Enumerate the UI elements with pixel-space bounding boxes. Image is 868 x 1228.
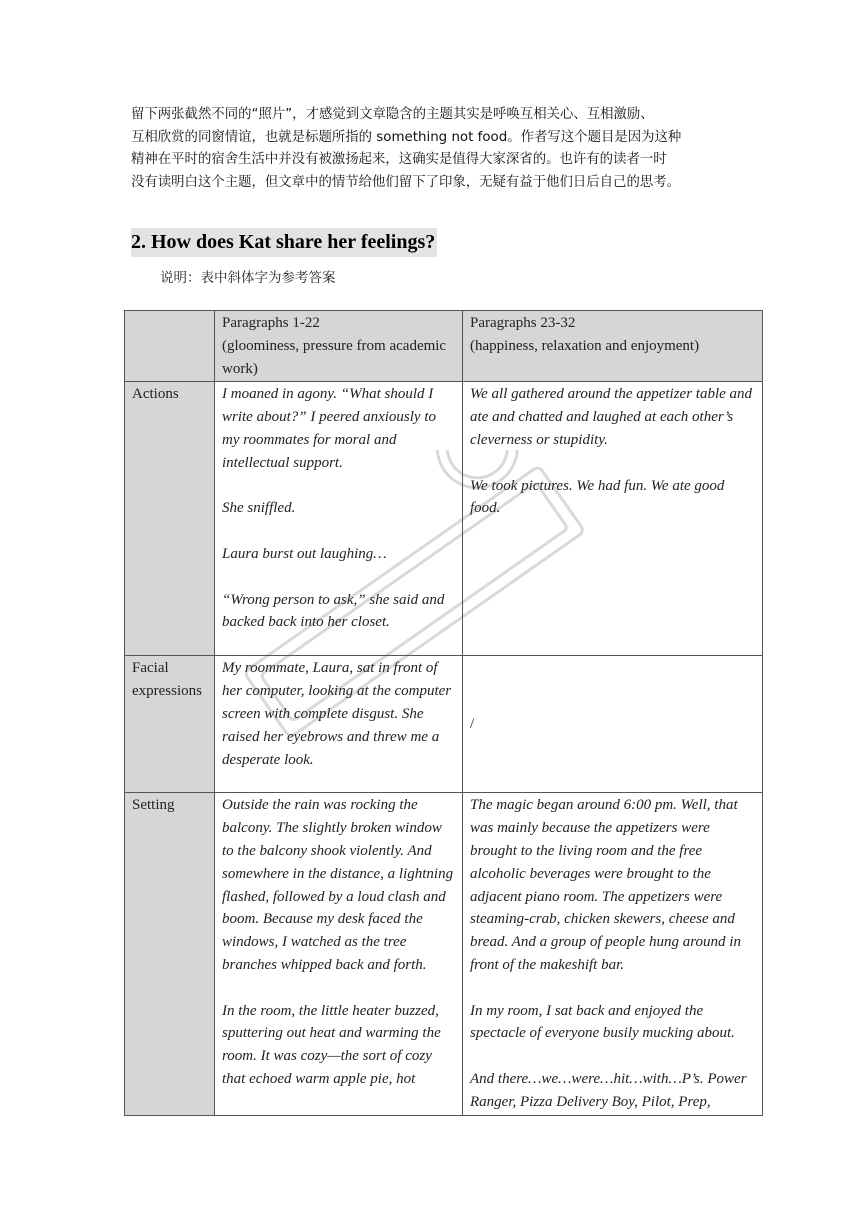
- table-header-row: [125, 311, 763, 382]
- intro-paragraph: [131, 104, 746, 194]
- facial-col1-text: My roommate, Laura, sat in front of her computer, looking at the computer screen with complete disgust. She raised her eyebrows and threw me a desperate look.: [222, 660, 452, 768]
- intro-line: 精神在平时的宿舍生活中并没有被激扬起来，这确实是值得大家深省的。也许有的读者一时: [131, 152, 667, 167]
- intro-line: 互相欣赏的同窗情谊，也就是标题所指的 something not food。作者写这个题目是因为这种: [131, 129, 682, 145]
- feelings-table: [124, 310, 763, 1116]
- setting-col1: [215, 793, 463, 1115]
- row-label-actions: Actions: [125, 382, 215, 656]
- section-note: 说明：表中斜体字为参考答案: [160, 270, 336, 286]
- col1-title: Paragraphs 1-22: [222, 315, 320, 331]
- table-row: [125, 656, 763, 793]
- header-empty-cell: [125, 311, 215, 382]
- table-row: [125, 382, 763, 656]
- header-col2: [463, 311, 763, 382]
- actions-col1: [215, 382, 463, 656]
- row-label-facial-expressions: Facial expressions: [125, 656, 215, 793]
- table-row: [125, 793, 763, 1115]
- col2-subtitle: (happiness, relaxation and enjoyment): [470, 337, 700, 354]
- actions-col1-text: She sniffled.: [222, 500, 296, 517]
- facial-col2: [463, 656, 763, 793]
- intro-line: 留下两张截然不同的“照片”，才感觉到文章隐含的主题其实是呼唤互相关心、互相激励、: [131, 107, 654, 122]
- facial-col2-text: /: [470, 715, 475, 732]
- setting-col1-text: Outside the rain was rocking the balcony. The slightly broken window to the balcony shook violently. And somewhere in the distance, a lightning flashed, followed by a loud clash and boom. Because my desk faced the windows, I watched as the tree branches whipped back and forth.: [222, 797, 454, 973]
- intro-line: 没有读明白这个主题，但文章中的情节给他们留下了印象，无疑有益于他们日后自己的思考。: [131, 174, 681, 190]
- col2-title: Paragraphs 23-32: [470, 315, 576, 331]
- actions-col2-text: We took pictures. We had fun. We ate good food.: [470, 477, 725, 517]
- section-heading: 2. How does Kat share her feelings?: [131, 228, 437, 257]
- actions-col1-text: Laura burst out laughing…: [222, 545, 387, 562]
- setting-col2: [463, 793, 763, 1115]
- setting-col1-text: In the room, the little heater buzzed, sputtering out heat and warming the room. It was cozy—the sort of cozy that echoed warm apple pie, hot: [222, 1002, 441, 1087]
- row-label-setting: Setting: [125, 793, 215, 1115]
- actions-col2: [463, 382, 763, 656]
- col1-subtitle: (gloominess, pressure from academic work): [222, 337, 447, 377]
- setting-col2-text: And there…we…were…hit…with…P’s. Power Ranger, Pizza Delivery Boy, Pilot, Prep,: [470, 1070, 747, 1110]
- setting-col2-text: In my room, I sat back and enjoyed the spectacle of everyone busily mucking about.: [470, 1002, 735, 1042]
- header-col1: [215, 311, 463, 382]
- actions-col1-text: “Wrong person to ask,” she said and backed back into her closet.: [222, 591, 445, 631]
- actions-col2-text: We all gathered around the appetizer table and ate and chatted and laughed at each other’s cleverness or stupidity.: [470, 386, 753, 448]
- facial-col1: [215, 656, 463, 793]
- actions-col1-text: I moaned in agony. “What should I write about?” I peered anxiously to my roommates for moral and intellectual support.: [222, 386, 436, 471]
- setting-col2-text: The magic began around 6:00 pm. Well, that was mainly because the appetizers were brought to the living room and the free alcoholic beverages were brought to the adjacent piano room. The appetizers were steaming-crab, chicken skewers, cheese and bread. And a group of people hung around in front of the makeshift bar.: [470, 797, 741, 973]
